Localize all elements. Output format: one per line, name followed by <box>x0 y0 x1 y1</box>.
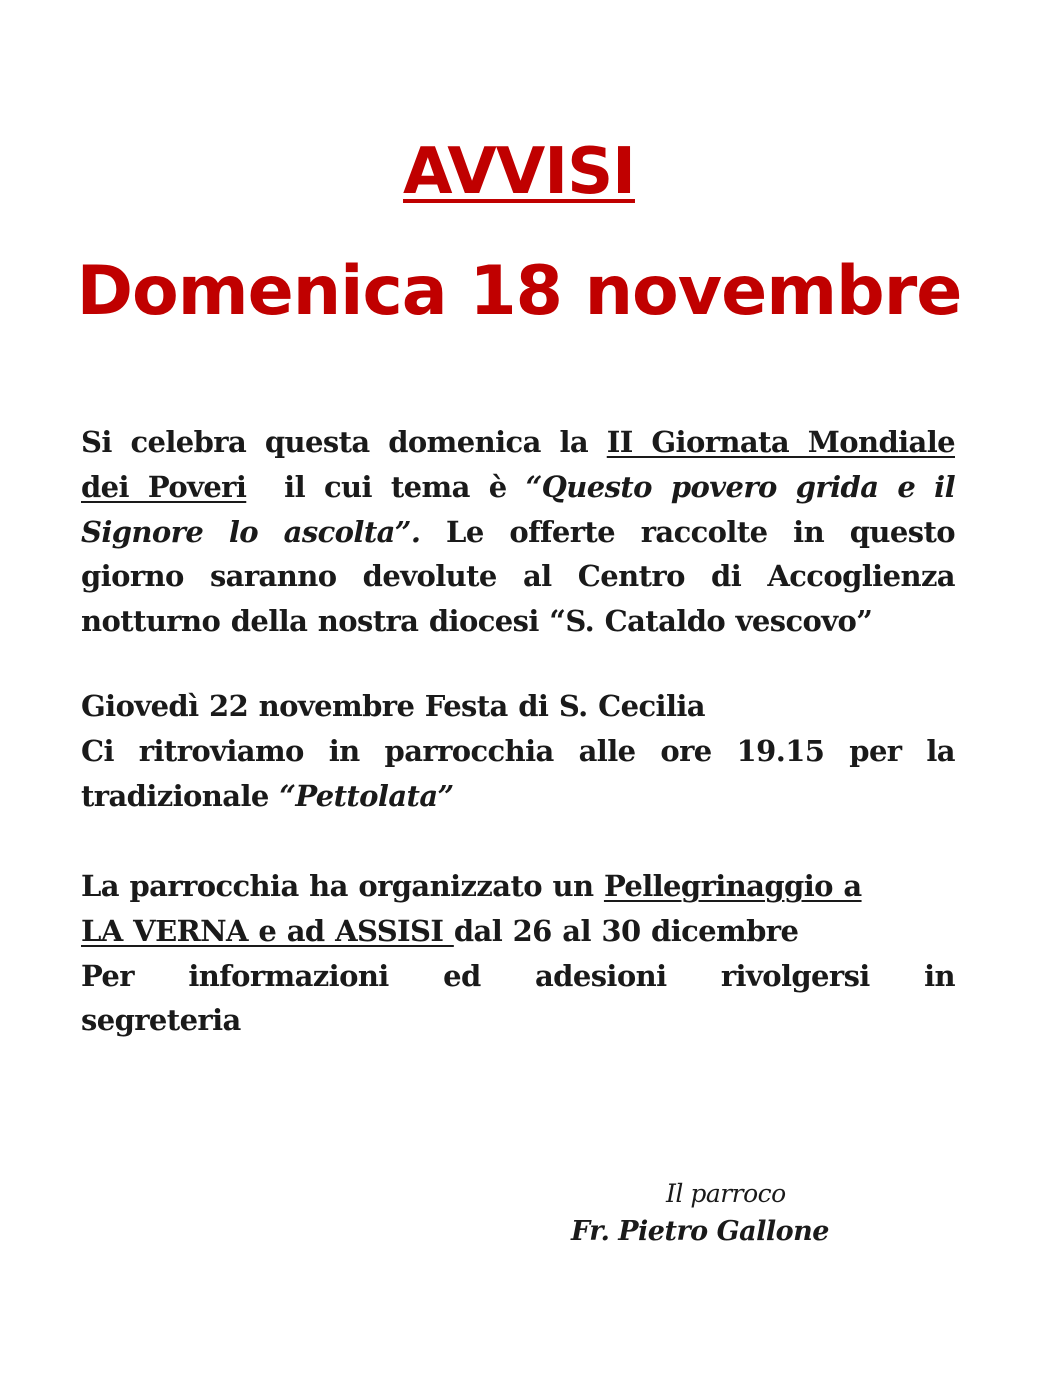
notice3-line-2 <box>81 909 955 954</box>
pilgrimage-underlined: LA VERNA e ad ASSISI <box>81 913 454 948</box>
date-heading: Domenica 18 novembre <box>76 252 962 331</box>
notice3-line-4: segreteria <box>81 1003 241 1038</box>
notice-pilgrimage <box>81 864 955 1043</box>
signature-role: Il parroco <box>666 1179 786 1208</box>
text-fragment: Si celebra questa domenica la <box>81 425 607 459</box>
notice3-line-3: Per informazioni ed adesioni rivolgersi in <box>81 958 955 993</box>
text-fragment: il cui tema è <box>246 469 526 504</box>
text-fragment: Le offerte raccolte in questo <box>420 514 955 549</box>
notice1-line-4: giorno saranno devolute al Centro di Accoglienza <box>81 559 955 594</box>
page-title <box>0 128 1038 216</box>
notice-world-day-of-poor <box>81 420 955 644</box>
notice1-line-5: notturno della nostra diocesi “S. Cataldo vescovo” <box>81 604 873 639</box>
text-fragment: tradizionale <box>81 778 280 813</box>
title-text: AVVISI <box>403 135 635 209</box>
notice1-line-1 <box>81 420 955 465</box>
event-name-underlined: II Giornata Mondiale <box>606 425 955 459</box>
theme-quote: Signore lo ascolta”. <box>81 514 421 549</box>
notice2-line-3 <box>81 774 955 819</box>
notice1-line-2 <box>81 465 955 510</box>
text-fragment: dal 26 al 30 dicembre <box>453 913 799 948</box>
notice1-line-3 <box>81 510 955 555</box>
pilgrimage-underlined: Pellegrinaggio a <box>603 869 862 903</box>
notice2-line-1: Giovedì 22 novembre Festa di S. Cecilia <box>81 689 705 723</box>
event-name-underlined: dei Poveri <box>81 469 247 504</box>
text-fragment: La parrocchia ha organizzato un <box>81 869 604 903</box>
theme-quote: “Questo povero grida e il <box>525 469 955 504</box>
event-name-italic: “Pettolata” <box>279 778 454 813</box>
notice-santa-cecilia <box>81 684 955 818</box>
notice2-line-2: Ci ritroviamo in parrocchia alle ore 19.15 per la <box>81 733 955 768</box>
notice3-line-1 <box>81 864 955 909</box>
signature-name: Fr. Pietro Gallone <box>571 1216 829 1247</box>
